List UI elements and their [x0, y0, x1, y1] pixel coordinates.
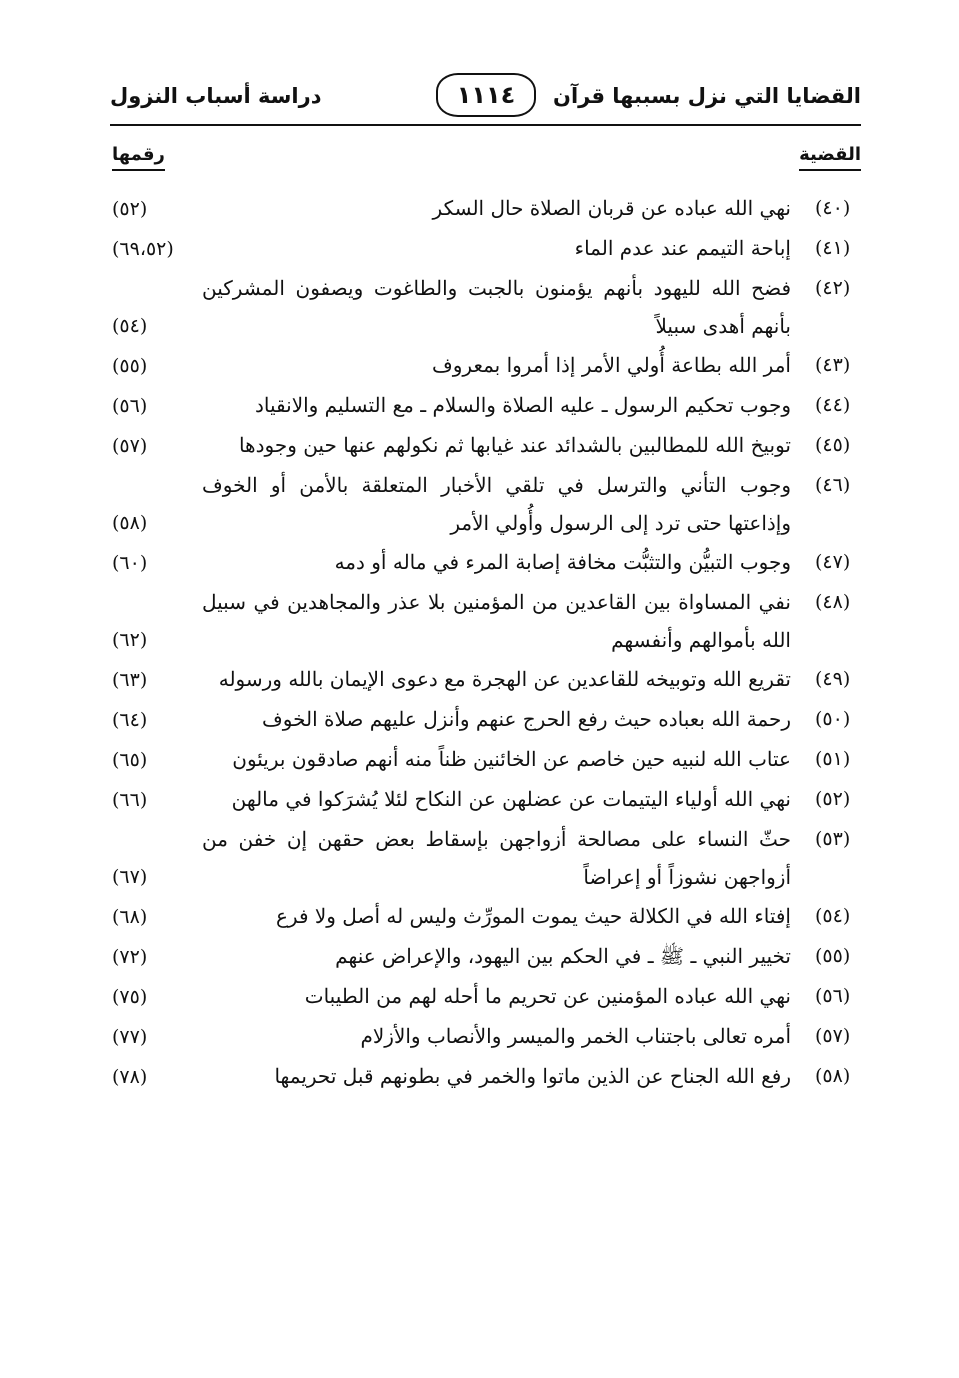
entry-reference: (٥٨) — [112, 512, 148, 534]
entry-reference: (٧٨) — [112, 1066, 148, 1088]
list-item — [0, 977, 959, 1016]
entry-number: (٥٠) — [815, 708, 851, 730]
list-item — [0, 780, 959, 819]
entry-text: إباحة التيمم عند عدم الماء — [574, 236, 791, 260]
entry-reference: (٥٥) — [112, 355, 148, 377]
entry-reference: (٧٧) — [112, 1026, 148, 1048]
entry-text: رحمة الله بعباده حيث رفع الحرج عنهم وأنزل عليهم صلاة الخوف — [262, 707, 791, 731]
entry-text: حثّ النساء على مصالحة أزواجهن بإسقاط بعض حقهن إن خفن من أزواجهن نشوزاً أو إعراضاً — [202, 827, 791, 889]
entry-text: توبيخ الله للمطالبين بالشدائد عند غيابها ثم نكولهم عنها حين وجودها — [238, 433, 791, 457]
list-item — [0, 426, 959, 465]
entry-number: (٤٣) — [815, 354, 851, 376]
entry-number: (٥٢) — [815, 788, 851, 810]
entry-reference: (٧٢) — [112, 946, 148, 968]
entry-number: (٤٨) — [815, 591, 851, 613]
entry-reference: (٦٧) — [112, 866, 148, 888]
entry-text: نفي المساواة بين القاعدين من المؤمنين بلا عذر والمجاهدين في سبيل الله بأموالهم وأنفسهم — [202, 590, 791, 652]
entry-text: أمر الله بطاعة أُولي الأمر إذا أمروا بمعروف — [432, 353, 791, 377]
entry-number: (٤٦) — [815, 474, 851, 496]
entry-reference: (٦٦) — [112, 789, 148, 811]
entry-reference: (٦٨) — [112, 906, 148, 928]
entry-reference: (٥٧) — [112, 435, 148, 457]
entry-reference: (٧٥) — [112, 986, 148, 1008]
entry-reference: (٦٤) — [112, 709, 148, 731]
entry-text: فضح الله لليهود بأنهم يؤمنون بالجبت والطاغوت ويصفون المشركين بأنهم أهدى سبيلاً — [202, 276, 791, 338]
entry-reference: (٥٢) — [112, 198, 148, 220]
entry-text: عتاب الله لنبيه حين خاصم عن الخائنين ظناً منه أنهم صادقون بريئون — [232, 747, 791, 771]
entry-number: (٥٤) — [815, 905, 851, 927]
entry-reference: (٦٢) — [112, 629, 148, 651]
entry-reference: (٦٣) — [112, 669, 148, 691]
running-head-chapter: القضايا التي نزل بسببها قرآن — [553, 84, 861, 108]
list-item — [0, 660, 959, 699]
entry-number: (٥٧) — [815, 1025, 851, 1047]
entry-text: نهي الله أولياء اليتيمات عن عضلهن عن النكاح لئلا يُشرَكوا في مالهن — [231, 787, 791, 811]
list-item — [0, 543, 959, 582]
entry-reference: (٦٩،٥٢) — [112, 238, 174, 260]
entry-text: أمره تعالى باجتناب الخمر والميسر والأنصاب والأزلام — [360, 1024, 791, 1048]
entry-text: وجوب تحكيم الرسول ـ عليه الصلاة والسلام ـ مع التسليم والانقياد — [254, 393, 791, 417]
entry-text: وجوب التبيُّن والتثبُّت مخافة إصابة المرء في ماله أو دمه — [334, 550, 791, 574]
list-item — [0, 346, 959, 385]
issue-column-label: القضية — [799, 144, 861, 171]
entry-number: (٤٠) — [815, 197, 851, 219]
entry-number: (٤٤) — [815, 394, 851, 416]
numbers-column-label: رقمها — [112, 144, 165, 171]
list-item — [0, 1057, 959, 1096]
list-item — [0, 269, 959, 345]
page-number: ١١١٤ — [436, 73, 536, 117]
list-item — [0, 740, 959, 779]
entry-reference: (٦٠) — [112, 552, 148, 574]
header-rule — [110, 124, 861, 126]
list-item — [0, 820, 959, 896]
entry-text: وجوب التأني والترسل في تلقي الأخبار المتعلقة بالأمن أو الخوف وإذاعتها حتى ترد إلى الرسول وأُولي الأمر — [202, 473, 791, 535]
list-item — [0, 897, 959, 936]
entry-text: تخيير النبي ـ ﷺ ـ في الحكم بين اليهود، والإعراض عنهم — [335, 944, 791, 968]
entry-number: (٥١) — [815, 748, 851, 770]
entry-text: إفتاء الله في الكلالة حيث يموت المورِّث وليس له أصل ولا فرع — [276, 904, 791, 928]
list-item — [0, 189, 959, 228]
entry-reference: (٥٤) — [112, 315, 148, 337]
entry-number: (٤٢) — [815, 277, 851, 299]
entry-number: (٥٨) — [815, 1065, 851, 1087]
list-item — [0, 386, 959, 425]
entry-reference: (٥٦) — [112, 395, 148, 417]
issues-list — [0, 189, 959, 1097]
entry-number: (٤١) — [815, 237, 851, 259]
list-item — [0, 1017, 959, 1056]
list-item — [0, 700, 959, 739]
list-item — [0, 229, 959, 268]
entry-number: (٥٦) — [815, 985, 851, 1007]
entry-number: (٤٥) — [815, 434, 851, 456]
entry-text: نهي الله عباده عن قربان الصلاة حال السكر — [432, 196, 791, 220]
entry-number: (٤٧) — [815, 551, 851, 573]
entry-text: تقريع الله وتوبيخه للقاعدين عن الهجرة مع دعوى الإيمان بالله ورسوله — [218, 667, 791, 691]
list-item — [0, 466, 959, 542]
entry-reference: (٦٥) — [112, 749, 148, 771]
entry-number: (٤٩) — [815, 668, 851, 690]
running-head-book: دراسة أسباب النزول — [110, 84, 322, 108]
entry-text: نهي الله عباده المؤمنين عن تحريم ما أحله لهم من الطيبات — [304, 984, 791, 1008]
entry-text: رفع الله الجناح عن الذين ماتوا والخمر في بطونهم قبل تحريمها — [274, 1064, 791, 1088]
list-item — [0, 937, 959, 976]
list-item — [0, 583, 959, 659]
entry-number: (٥٥) — [815, 945, 851, 967]
entry-number: (٥٣) — [815, 828, 851, 850]
